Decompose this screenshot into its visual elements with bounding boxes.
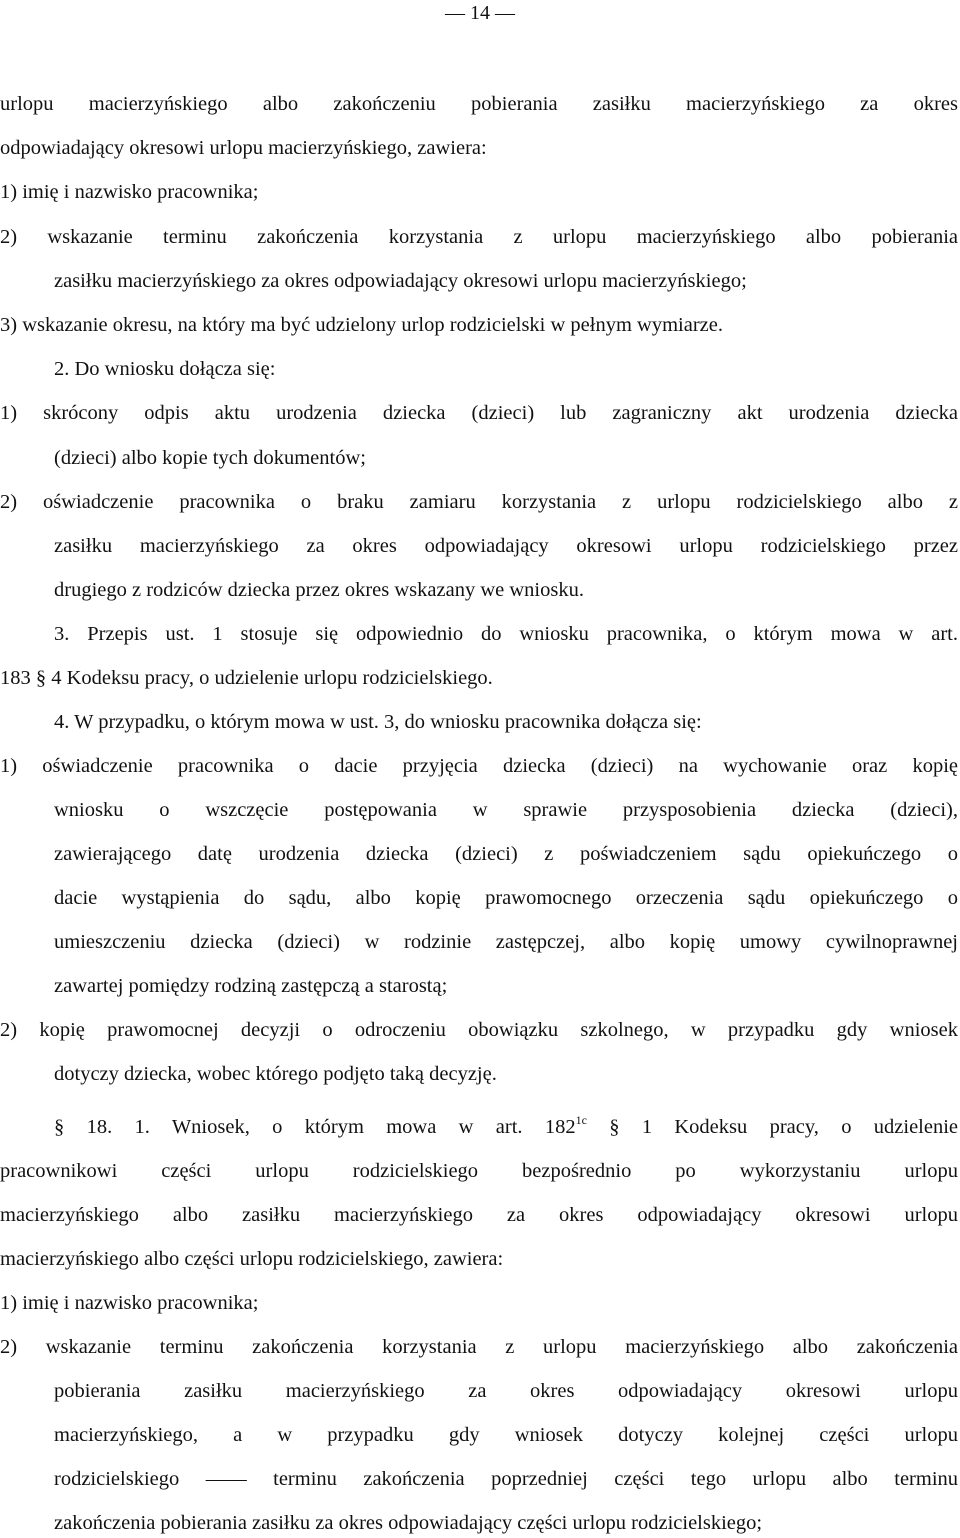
paragraph-18-end: § 1 Kodeksu pracy, o udzielenie: [609, 1116, 959, 1138]
list-item: 2) kopię prawomocnej decyzji o odroczeniu obowiązku szkolnego, w przypadku gdy wniosek: [0, 1019, 958, 1041]
em-dash: ——: [205, 1468, 247, 1490]
list-item: 1) imię i nazwisko pracownika;: [0, 181, 259, 203]
text-line: odpowiadający okresowi urlopu macierzyńskiego, zawiera:: [0, 137, 487, 159]
text-line: macierzyńskiego albo zasiłku macierzyńskiego za okres odpowiadający okresowi urlopu: [0, 1204, 958, 1226]
text-line: macierzyńskiego, a w przypadku gdy wniosek dotyczy kolejnej części urlopu: [54, 1424, 958, 1446]
text-line: dacie wystąpienia do sądu, albo kopię prawomocnego orzeczenia sądu opiekuńczego o: [54, 887, 958, 909]
text-line: 183 § 4 Kodeksu pracy, o udzielenie urlopu rodzicielskiego.: [0, 667, 493, 689]
text-line: zasiłku macierzyńskiego za okres odpowiadający okresowi urlopu rodzicielskiego przez: [54, 535, 958, 557]
text-line: [54, 1467, 958, 1491]
text-line: urlopu macierzyńskiego albo zakończeniu pobierania zasiłku macierzyńskiego za okres: [0, 93, 958, 115]
text-segment: rodzicielskiego: [54, 1468, 180, 1490]
text-line: drugiego z rodziców dziecka przez okres wskazany we wniosku.: [54, 579, 584, 601]
page-number: — 14 —: [445, 2, 515, 24]
text-line: macierzyńskiego albo części urlopu rodzicielskiego, zawiera:: [0, 1248, 504, 1270]
list-item: 1) imię i nazwisko pracownika;: [0, 1292, 259, 1314]
text-line: zasiłku macierzyńskiego za okres odpowiadający okresowi urlopu macierzyńskiego;: [54, 270, 747, 292]
list-item: 2) wskazanie terminu zakończenia korzystania z urlopu macierzyńskiego albo pobierania: [0, 226, 958, 248]
text-line: umieszczeniu dziecka (dzieci) w rodzinie zastępczej, albo kopię umowy cywilnoprawnej: [54, 931, 958, 953]
text-line: zawierającego datę urodzenia dziecka (dzieci) z poświadczeniem sądu opiekuńczego o: [54, 843, 958, 865]
superscript: 1c: [575, 1113, 587, 1127]
text-line: pracownikowi części urlopu rodzicielskiego bezpośrednio po wykorzystaniu urlopu: [0, 1160, 958, 1182]
list-item: 3) wskazanie okresu, na który ma być udzielony urlop rodzicielski w pełnym wymiarze.: [0, 314, 723, 336]
text-line: zakończenia pobierania zasiłku za okres odpowiadający części urlopu rodzicielskiego;: [54, 1512, 763, 1534]
paragraph-18-heading: [54, 1115, 958, 1141]
list-item: 1) skrócony odpis aktu urodzenia dziecka (dzieci) lub zagraniczny akt urodzenia dziecka: [0, 402, 958, 424]
list-item: 2) oświadczenie pracownika o braku zamiaru korzystania z urlopu rodzicielskiego albo z: [0, 491, 958, 513]
paragraph-18-start: § 18. 1. Wniosek, o którym mowa w art. 182: [54, 1116, 576, 1138]
paragraph-heading: 4. W przypadku, o którym mowa w ust. 3, do wniosku pracownika dołącza się:: [54, 711, 702, 733]
paragraph-heading: 2. Do wniosku dołącza się:: [54, 358, 276, 380]
list-item: 2) wskazanie terminu zakończenia korzystania z urlopu macierzyńskiego albo zakończenia: [0, 1336, 958, 1358]
list-item: 1) oświadczenie pracownika o dacie przyjęcia dziecka (dzieci) na wychowanie oraz kopię: [0, 755, 958, 777]
text-line: (dzieci) albo kopie tych dokumentów;: [54, 447, 366, 469]
text-line: zawartej pomiędzy rodziną zastępczą a starostą;: [54, 975, 448, 997]
paragraph-heading: 3. Przepis ust. 1 stosuje się odpowiednio do wniosku pracownika, o którym mowa w art.: [54, 623, 958, 645]
text-line: dotyczy dziecka, wobec którego podjęto taką decyzję.: [54, 1063, 497, 1085]
text-segment: terminu zakończenia poprzedniej części tego urlopu albo terminu: [273, 1468, 959, 1490]
text-line: wniosku o wszczęcie postępowania w sprawie przysposobienia dziecka (dzieci),: [54, 799, 958, 821]
text-line: pobierania zasiłku macierzyńskiego za okres odpowiadający okresowi urlopu: [54, 1380, 958, 1402]
